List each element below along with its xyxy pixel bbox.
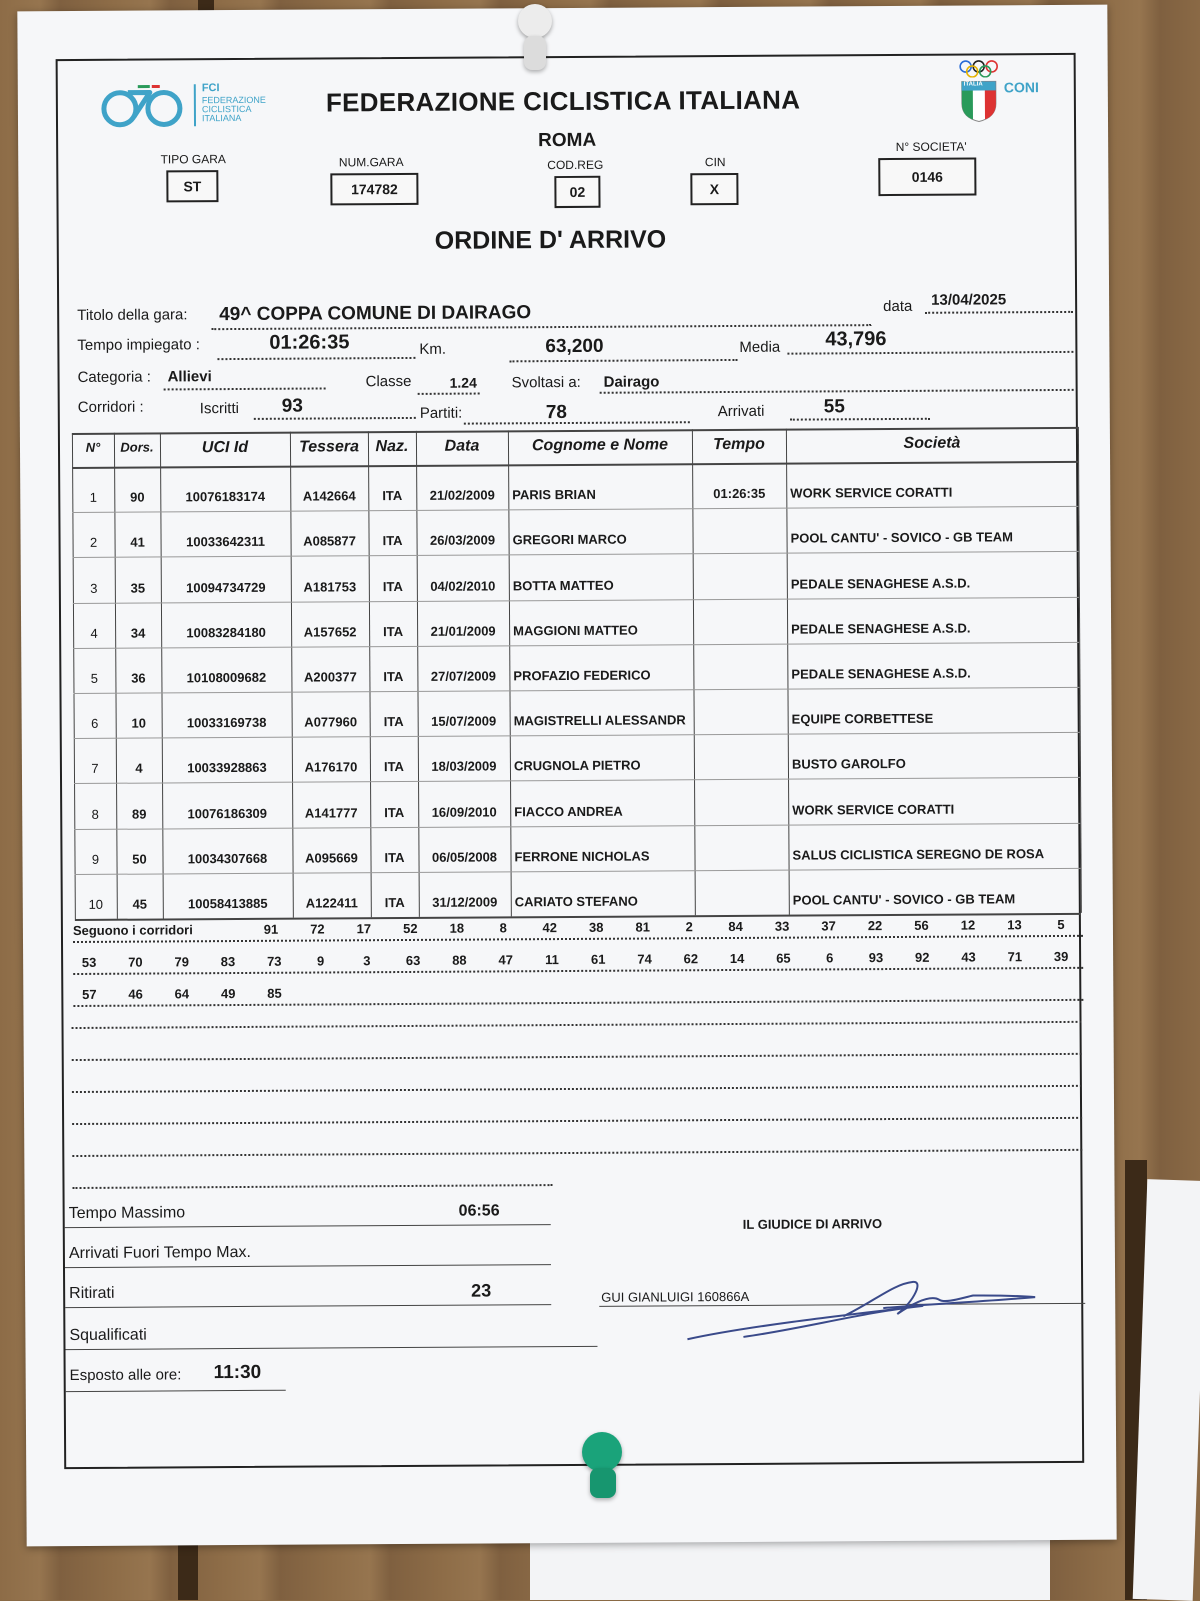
race-held: Dairago bbox=[603, 373, 660, 391]
col-header-data: Data bbox=[444, 437, 480, 455]
follower-bib: 84 bbox=[728, 918, 743, 935]
started-label: Partiti: bbox=[419, 404, 463, 422]
out-of-time-line bbox=[65, 1264, 551, 1268]
follower-bib: 73 bbox=[266, 953, 282, 969]
arrived-label: Arrivati bbox=[717, 402, 765, 421]
race-time: 01:26:35 bbox=[269, 331, 350, 354]
green-push-pin-base bbox=[590, 1468, 616, 1498]
follower-bib: 8 bbox=[499, 920, 507, 936]
follower-bib: 22 bbox=[867, 918, 883, 934]
cell-no: 10 bbox=[88, 896, 104, 912]
cell-no: 6 bbox=[91, 716, 99, 732]
cell-uci-id: 10094734729 bbox=[186, 579, 266, 595]
date-label: data bbox=[883, 297, 913, 316]
follower-bib: 17 bbox=[356, 921, 372, 937]
cell-no: 9 bbox=[91, 851, 100, 867]
out-of-time-label: Arrivati Fuori Tempo Max. bbox=[68, 1243, 251, 1263]
posted-label: Esposto alle ore: bbox=[69, 1366, 182, 1385]
cell-name: FERRONE NICHOLAS bbox=[514, 848, 650, 865]
cell-name: GREGORI MARCO bbox=[512, 532, 627, 548]
cell-tempo: 01:26:35 bbox=[713, 485, 766, 502]
cell-naz: ITA bbox=[382, 578, 403, 594]
blank-lines bbox=[58, 55, 1074, 61]
doc-title: ORDINE D' ARRIVO bbox=[434, 225, 667, 255]
cell-uci-id: 10033642311 bbox=[186, 534, 266, 550]
cell-tessera: A176170 bbox=[304, 759, 358, 775]
follower-bib: 9 bbox=[316, 953, 325, 969]
cell-naz: ITA bbox=[384, 849, 405, 865]
num-gara-label: NUM.GARA bbox=[338, 154, 404, 170]
max-time-label: Tempo Massimo bbox=[68, 1204, 186, 1223]
follower-bib: 43 bbox=[961, 949, 976, 965]
col-header-tessera: Tessera bbox=[298, 438, 359, 456]
cell-uci-id: 10034307668 bbox=[187, 850, 268, 867]
follower-bib: 38 bbox=[588, 919, 604, 935]
cell-data: 18/03/2009 bbox=[431, 758, 497, 775]
cell-dors: 4 bbox=[135, 760, 143, 777]
cell-no: 1 bbox=[89, 490, 97, 506]
follower-bib: 74 bbox=[637, 951, 652, 967]
race-category: Allievi bbox=[167, 368, 212, 386]
cell-dors: 36 bbox=[131, 670, 146, 686]
race-title-label: Titolo della gara: bbox=[77, 306, 188, 324]
media-label: Media bbox=[739, 338, 781, 356]
cell-tessera: A142664 bbox=[302, 488, 356, 504]
follower-bib: 2 bbox=[685, 919, 693, 935]
held-line bbox=[600, 389, 1074, 394]
follower-bib: 65 bbox=[776, 950, 791, 966]
followers-label: Seguono i corridori bbox=[72, 922, 193, 939]
cell-tempo bbox=[697, 893, 787, 894]
riders-label: Corridori : bbox=[77, 398, 144, 416]
follower-bib: 57 bbox=[82, 986, 97, 1002]
blank-followers-line bbox=[72, 1085, 1082, 1093]
follower-bib: 61 bbox=[590, 951, 606, 967]
cell-no: 7 bbox=[91, 761, 99, 777]
follower-bib: 6 bbox=[826, 950, 834, 966]
cell-no: 5 bbox=[90, 670, 99, 686]
max-time: 06:56 bbox=[458, 1202, 500, 1220]
race-media: 43,796 bbox=[825, 328, 887, 351]
cell-tempo bbox=[695, 621, 785, 622]
follower-bib: 42 bbox=[542, 920, 558, 936]
media-line bbox=[787, 351, 1073, 355]
city: ROMA bbox=[538, 129, 597, 152]
cell-no: 2 bbox=[89, 535, 98, 551]
follower-bib: 92 bbox=[914, 949, 930, 965]
cell-dors: 89 bbox=[131, 806, 147, 822]
race-started: 78 bbox=[545, 401, 567, 424]
cell-name: MAGISTRELLI ALESSANDR bbox=[513, 712, 686, 729]
cell-data: 16/09/2010 bbox=[431, 804, 497, 820]
retired: 23 bbox=[471, 1280, 492, 1301]
cell-no: 4 bbox=[90, 625, 98, 641]
blank-followers-line bbox=[72, 1021, 1082, 1029]
cell-name: PARIS BRIAN bbox=[512, 487, 596, 503]
cell-dors: 45 bbox=[132, 896, 148, 912]
white-push-pin-icon bbox=[518, 4, 552, 38]
cell-tempo bbox=[696, 802, 786, 803]
follower-bib: 37 bbox=[821, 918, 836, 934]
logo-divider bbox=[194, 84, 196, 126]
white-push-pin-base bbox=[524, 36, 546, 70]
follower-bib: 85 bbox=[267, 985, 282, 1001]
cell-tempo bbox=[696, 712, 786, 713]
max-time-line bbox=[65, 1224, 551, 1228]
fci-abbr: FCI bbox=[201, 82, 220, 95]
table-top-border bbox=[72, 427, 1078, 435]
cell-data: 04/02/2010 bbox=[430, 578, 496, 594]
blank-followers-line bbox=[73, 1184, 553, 1189]
cell-uci-id: 10076183174 bbox=[185, 489, 266, 505]
disqualified-label: Squalificati bbox=[69, 1326, 147, 1345]
followers-block bbox=[73, 915, 1084, 1021]
follower-bib: 14 bbox=[729, 950, 745, 967]
cell-societa: PEDALE SENAGHESE A.S.D. bbox=[791, 620, 971, 637]
follower-bib: 18 bbox=[449, 920, 465, 936]
table-header-border bbox=[72, 461, 1078, 469]
bicycle-logo-icon bbox=[98, 82, 190, 129]
cell-uci-id: 10108009682 bbox=[186, 669, 267, 686]
class-line bbox=[418, 393, 480, 395]
cell-tempo bbox=[695, 576, 785, 577]
cell-uci-id: 10083284180 bbox=[186, 624, 266, 641]
race-date: 13/04/2025 bbox=[931, 291, 1007, 309]
cell-naz: ITA bbox=[383, 714, 404, 730]
follower-bib: 91 bbox=[263, 921, 279, 937]
cell-dors: 35 bbox=[130, 580, 146, 596]
cell-tessera: A095669 bbox=[305, 850, 358, 866]
cell-dors: 34 bbox=[130, 625, 146, 641]
cell-tempo bbox=[696, 847, 786, 848]
green-push-pin-icon bbox=[582, 1432, 622, 1472]
cell-no: 3 bbox=[90, 580, 98, 596]
cell-data: 31/12/2009 bbox=[432, 894, 498, 910]
date-line bbox=[925, 311, 1073, 314]
cell-naz: ITA bbox=[384, 894, 405, 911]
cell-data: 21/01/2009 bbox=[430, 623, 496, 639]
cell-naz: ITA bbox=[383, 623, 404, 639]
follower-bib: 39 bbox=[1053, 948, 1069, 965]
follower-bib: 56 bbox=[914, 917, 929, 933]
disqualified-line bbox=[65, 1346, 597, 1350]
cell-name: CARIATO STEFANO bbox=[514, 893, 638, 910]
coni-logo bbox=[958, 59, 1068, 130]
cell-tessera: A141777 bbox=[304, 804, 358, 821]
started-line bbox=[464, 421, 690, 424]
cell-name: MAGGIONI MATTEO bbox=[513, 622, 638, 639]
follower-bib: 12 bbox=[960, 917, 976, 933]
cell-name: PROFAZIO FEDERICO bbox=[513, 667, 651, 684]
results-table bbox=[72, 427, 1081, 919]
follower-bib: 49 bbox=[220, 986, 236, 1002]
blank-followers-line bbox=[72, 1117, 1082, 1125]
cell-name: CRUGNOLA PIETRO bbox=[513, 757, 641, 774]
follower-bib: 11 bbox=[545, 952, 559, 968]
posted-time: 11:30 bbox=[213, 1361, 262, 1384]
follower-bib: 79 bbox=[174, 954, 189, 970]
coni-brand: CONI bbox=[1003, 79, 1039, 96]
cell-societa: POOL CANTU' - SOVICO - GB TEAM bbox=[792, 891, 1016, 908]
km-line bbox=[509, 359, 737, 362]
tipo-gara-label: TIPO GARA bbox=[160, 152, 226, 167]
cell-societa: BUSTO GAROLFO bbox=[791, 756, 906, 773]
follower-bib: 3 bbox=[363, 953, 371, 969]
blank-followers-line bbox=[72, 1053, 1082, 1061]
cell-data: 06/05/2008 bbox=[431, 849, 498, 865]
race-enrolled: 93 bbox=[281, 395, 303, 417]
category-line bbox=[164, 387, 326, 390]
cell-tessera: A200377 bbox=[303, 669, 357, 685]
fci-fullname: FEDERAZIONE CICLISTICA ITALIANA bbox=[201, 94, 266, 124]
org-title: FEDERAZIONE CICLISTICA ITALIANA bbox=[325, 84, 801, 118]
cod-reg-box: 02 bbox=[554, 176, 600, 208]
follower-bib: 13 bbox=[1007, 917, 1022, 933]
cell-uci-id: 10033169738 bbox=[186, 715, 267, 731]
blank-followers-line bbox=[72, 1149, 1082, 1157]
follower-bib: 70 bbox=[128, 954, 143, 970]
race-title: 49^ COPPA COMUNE DI DAIRAGO bbox=[219, 302, 532, 326]
cell-societa: SALUS CICLISTICA SEREGNO DE ROSA bbox=[792, 845, 1045, 863]
cell-societa: PEDALE SENAGHESE A.S.D. bbox=[790, 575, 971, 592]
societa-box: 0146 bbox=[878, 157, 976, 196]
col-header-uci-id: UCI Id bbox=[201, 438, 249, 457]
cell-uci-id: 10033928863 bbox=[187, 760, 267, 776]
retired-label: Ritirati bbox=[69, 1284, 115, 1303]
enrolled-line bbox=[254, 417, 416, 420]
cell-uci-id: 10076186309 bbox=[187, 805, 268, 821]
cell-naz: ITA bbox=[382, 488, 403, 504]
judge-signature-icon bbox=[683, 1275, 1043, 1347]
cell-uci-id: 10058413885 bbox=[187, 895, 268, 912]
cell-naz: ITA bbox=[382, 533, 403, 549]
cell-tessera: A181753 bbox=[303, 578, 357, 595]
cell-dors: 41 bbox=[130, 534, 145, 551]
cell-tempo bbox=[696, 757, 786, 758]
cell-tessera: A085877 bbox=[303, 533, 357, 549]
time-line bbox=[217, 357, 415, 360]
cell-data: 26/03/2009 bbox=[429, 532, 496, 549]
race-class: 1.24 bbox=[449, 374, 477, 391]
result-sheet bbox=[17, 5, 1116, 1547]
cell-dors: 10 bbox=[131, 715, 146, 731]
category-label: Categoria : bbox=[77, 368, 151, 386]
shield-text: ITALIA bbox=[963, 81, 983, 88]
cell-tessera: A122411 bbox=[305, 895, 358, 911]
societa-label: N° SOCIETA' bbox=[895, 139, 967, 154]
col-header-naz: Naz. bbox=[375, 437, 409, 456]
race-km: 63,200 bbox=[545, 335, 604, 358]
cell-societa: EQUIPE CORBETTESE bbox=[791, 710, 934, 727]
posted-line bbox=[66, 1390, 286, 1392]
follower-bib: 64 bbox=[174, 986, 190, 1002]
cell-societa: WORK SERVICE CORATTI bbox=[792, 801, 955, 818]
km-label: Km. bbox=[419, 340, 447, 358]
follower-bib: 93 bbox=[868, 950, 884, 966]
race-arrived: 55 bbox=[823, 396, 845, 418]
follower-bib: 83 bbox=[220, 954, 236, 970]
cell-naz: ITA bbox=[384, 804, 405, 820]
held-label: Svoltasi a: bbox=[511, 373, 581, 392]
cell-data: 21/02/2009 bbox=[429, 487, 495, 504]
cell-tessera: A077960 bbox=[304, 714, 358, 730]
follower-bib: 71 bbox=[1007, 949, 1023, 965]
cell-data: 27/07/2009 bbox=[430, 668, 496, 684]
follower-bib: 33 bbox=[774, 918, 790, 934]
cod-reg-label: COD.REG bbox=[547, 157, 604, 173]
col-header-societa: Società bbox=[903, 434, 961, 452]
cell-no: 8 bbox=[91, 806, 99, 822]
cell-naz: ITA bbox=[383, 759, 404, 775]
follower-bib: 63 bbox=[405, 952, 421, 968]
cell-tessera: A157652 bbox=[303, 624, 357, 640]
arrived-line bbox=[790, 418, 930, 421]
col-header-no: N° bbox=[85, 439, 101, 455]
follower-bib: 62 bbox=[683, 951, 699, 967]
cell-dors: 50 bbox=[132, 851, 147, 867]
enrolled-label: Iscritti bbox=[199, 399, 239, 418]
time-label: Tempo impiegato : bbox=[77, 336, 200, 354]
sheet-frame bbox=[56, 53, 1085, 1469]
follower-bib: 81 bbox=[635, 919, 650, 935]
cell-tempo bbox=[695, 531, 785, 532]
follower-bib: 47 bbox=[498, 952, 513, 968]
follower-bib: 52 bbox=[403, 920, 418, 937]
cell-dors: 90 bbox=[130, 489, 145, 505]
num-gara-box: 174782 bbox=[330, 173, 418, 206]
cin-box: X bbox=[690, 173, 738, 205]
follower-bib: 72 bbox=[310, 921, 325, 937]
retired-line bbox=[65, 1304, 551, 1308]
judge-title: IL GIUDICE DI ARRIVO bbox=[742, 1216, 883, 1232]
judge-name: GUI GIANLUIGI 160866A bbox=[601, 1288, 750, 1305]
follower-bib: 53 bbox=[81, 954, 97, 970]
cell-societa: POOL CANTU' - SOVICO - GB TEAM bbox=[790, 529, 1014, 547]
col-header-dors: Dors. bbox=[120, 439, 154, 455]
follower-bib: 88 bbox=[452, 952, 467, 968]
cell-data: 15/07/2009 bbox=[431, 713, 497, 730]
cell-societa: PEDALE SENAGHESE A.S.D. bbox=[791, 665, 971, 682]
cell-tempo bbox=[695, 667, 785, 668]
cell-societa: WORK SERVICE CORATTI bbox=[790, 484, 953, 501]
cin-label: CIN bbox=[704, 155, 726, 170]
cell-name: FIACCO ANDREA bbox=[514, 803, 623, 819]
cell-naz: ITA bbox=[383, 668, 404, 685]
followers-line bbox=[73, 935, 1083, 943]
follower-bib: 46 bbox=[128, 986, 143, 1002]
fci-logo bbox=[98, 82, 278, 133]
class-label: Classe bbox=[365, 372, 412, 391]
cell-name: BOTTA MATTEO bbox=[512, 577, 614, 593]
tipo-gara-box: ST bbox=[166, 170, 218, 202]
olympic-rings-icon bbox=[958, 59, 1002, 77]
col-header-name: Cognome e Nome bbox=[531, 436, 669, 455]
follower-bib: 5 bbox=[1057, 916, 1065, 933]
col-header-tempo: Tempo bbox=[712, 435, 765, 454]
